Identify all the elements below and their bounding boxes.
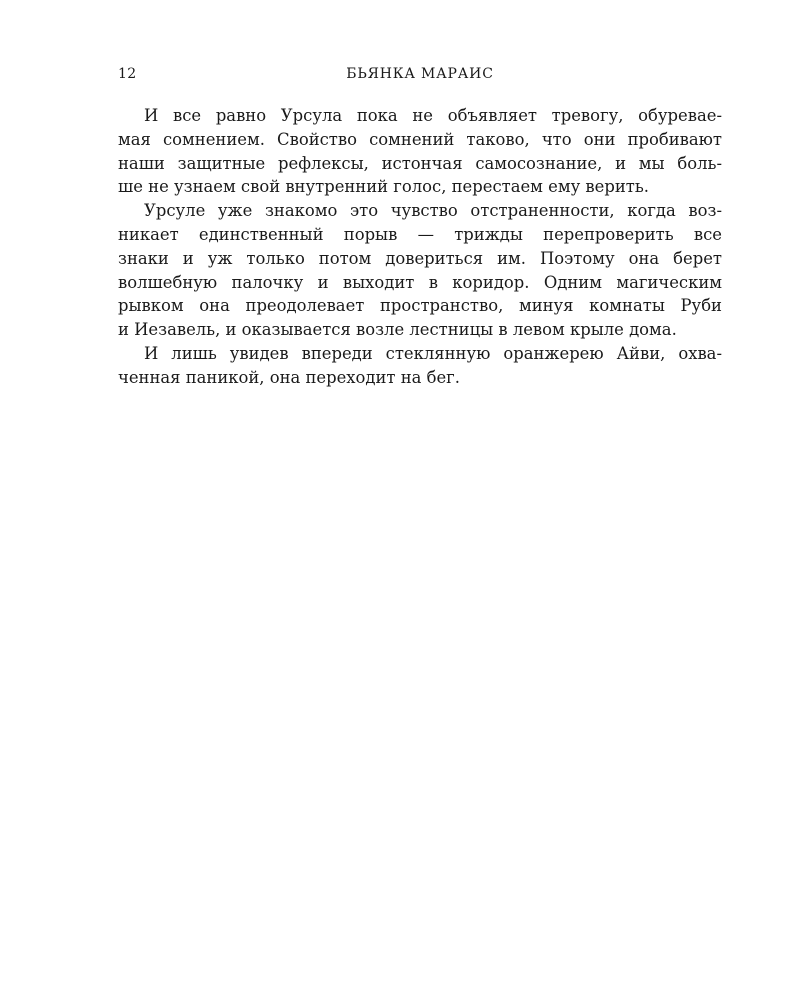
running-title: БЬЯНКА МАРАИС <box>346 66 494 82</box>
text-line: ше не узнаем свой внутренний голос, перестаем ему верить. <box>118 177 649 197</box>
text-line: волшебную палочку и выходит в коридор. Одним магическим <box>118 272 722 292</box>
paragraph <box>118 104 722 199</box>
body-text <box>118 104 722 390</box>
paragraph <box>118 199 722 342</box>
page-number: 12 <box>118 66 137 82</box>
running-head <box>118 66 722 86</box>
text-line: наши защитные рефлексы, истончая самосознание, и мы боль- <box>118 153 722 173</box>
paragraph <box>118 342 722 390</box>
text-line: мая сомнением. Свойство сомнений таково, что они пробивают <box>118 129 722 149</box>
text-line: И все равно Урсула пока не объявляет тревогу, обуревае- <box>144 106 722 125</box>
text-line: И лишь увидев впереди стеклянную оранжерею Айви, охва- <box>144 343 722 363</box>
text-line: никает единственный порыв — трижды перепроверить все <box>118 224 722 244</box>
text-line: рывком она преодолевает пространство, минуя комнаты Руби <box>118 296 722 316</box>
text-line: и Иезавель, и оказывается возле лестницы в левом крыле дома. <box>118 320 677 340</box>
text-line: знаки и уж только потом довериться им. Поэтому она берет <box>118 248 722 268</box>
text-line: Урсуле уже знакомо это чувство отстраненности, когда воз- <box>144 201 722 221</box>
text-line: ченная паникой, она переходит на бег. <box>118 367 460 387</box>
